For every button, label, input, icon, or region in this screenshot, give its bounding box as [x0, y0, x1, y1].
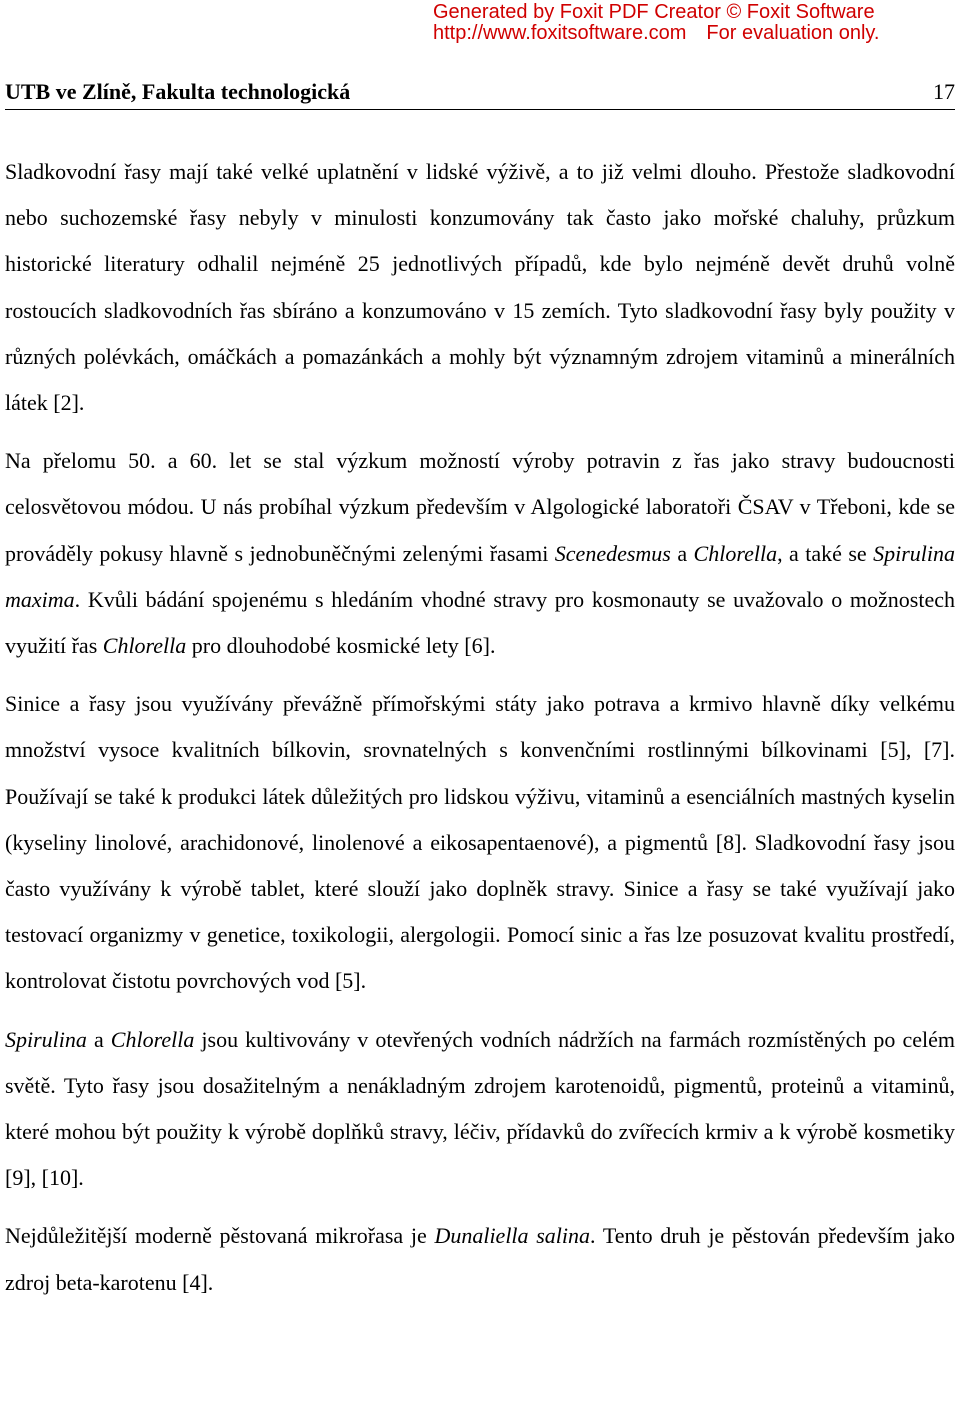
- page-number: 17: [933, 79, 955, 104]
- text-segment: Sladkovodní řasy mají také velké uplatnění v lidské výživě, a to již velmi dlouho. Přestože sladkovodní nebo suchozemské řasy nebyly v minulosti konzumovány tak často jako mořské chaluhy, průzkum historické literatury odhalil nejméně 25 jednotlivých případů, kde bylo nejméně devět druhů volně rostoucích sladkovodních řas sbíráno a konzumováno v 15 zemích. Tyto sladkovodní řasy byly použity v různých polévkách, omáčkách a pomazánkách a mohly být významným zdrojem vitaminů a minerálních látek [2].: [5, 159, 955, 416]
- species-name: Chlorella: [102, 633, 187, 659]
- header-divider: [5, 109, 955, 110]
- text-segment: Nejdůležitější moderně pěstovaná mikrořasa je: [5, 1223, 435, 1249]
- paragraph: [5, 1017, 955, 1202]
- text-segment: Na přelomu 50. a 60. let se stal výzkum možností výroby potravin z řas jako stravy budoucnosti celosvětovou módou. U nás probíhal výzkum především v Algologické laboratoři ČSAV v Třeboni, kde se prováděly pokusy hlavně s jednobuněčnými zelenými řasami: [5, 448, 955, 566]
- species-name: Spirulina maxima: [5, 540, 956, 612]
- paragraph: [5, 1213, 955, 1305]
- document-body: [5, 149, 955, 1306]
- text-segment: jsou kultivovány v otevřených vodních nádržích na farmách rozmístěných po celém světě. Tyto řasy jsou dosažitelným a nenákladným zdrojem karotenoidů, pigmentů, proteinů a vitaminů, které mohou být použity k výrobě doplňků stravy, léčiv, přídavků do zvířecích krmiv a k výrobě kosmetiky [9], [10].: [5, 1026, 955, 1191]
- species-name: Scenedesmus: [554, 540, 671, 566]
- text-segment: pro dlouhodobé kosmické lety [6].: [186, 633, 496, 659]
- text-segment: a: [86, 1026, 111, 1052]
- paragraph: [5, 438, 955, 669]
- text-segment: Sinice a řasy jsou využívány převážně přímořskými státy jako potrava a krmivo hlavně díky velkému množství vysoce kvalitních bílkovin, srovnatelných s konvenčními rostlinnými bílkovinami [5], [7]. Používají se také k produkci látek důležitých pro lidskou výživu, vitaminů a esenciálních mastných kyselin (kyseliny linolové, arachidonové, linolenové a eikosapentaenové), a pigmentů [8]. Sladkovodní řasy jsou často využívány k výrobě tablet, které slouží jako doplněk stravy. Sinice a řasy se také využívají jako testovací organizmy v genetice, toxikologii, alergologii. Pomocí sinic a řas lze posuzovat kvalitu prostředí, kontrolovat čistotu povrchových vod [5].: [5, 691, 955, 994]
- species-name: Dunaliella salina: [434, 1223, 591, 1249]
- header-title: UTB ve Zlíně, Fakulta technologická: [5, 79, 351, 104]
- text-segment: . Kvůli bádání spojenému s hledáním vhodné stravy pro kosmonauty se uvažovalo o možnostech využití řas: [5, 586, 955, 659]
- watermark-line2: [433, 22, 879, 44]
- paragraph: [5, 681, 955, 1004]
- page-header: [5, 78, 955, 108]
- watermark-url: http://www.foxitsoftware.com: [433, 22, 687, 44]
- species-name: Chlorella: [110, 1026, 195, 1052]
- text-segment: a: [670, 540, 694, 566]
- species-name: Spirulina: [5, 1026, 87, 1052]
- species-name: Chlorella: [693, 540, 778, 566]
- paragraph: [5, 149, 955, 426]
- watermark-line1: Generated by Foxit PDF Creator © Foxit Software: [433, 1, 875, 23]
- text-segment: , a také se: [777, 540, 874, 566]
- foxit-watermark: [0, 0, 960, 44]
- text-segment: . Tento druh je pěstován především jako zdroj beta-karotenu [4].: [5, 1223, 956, 1295]
- watermark-eval: For evaluation only.: [706, 22, 880, 44]
